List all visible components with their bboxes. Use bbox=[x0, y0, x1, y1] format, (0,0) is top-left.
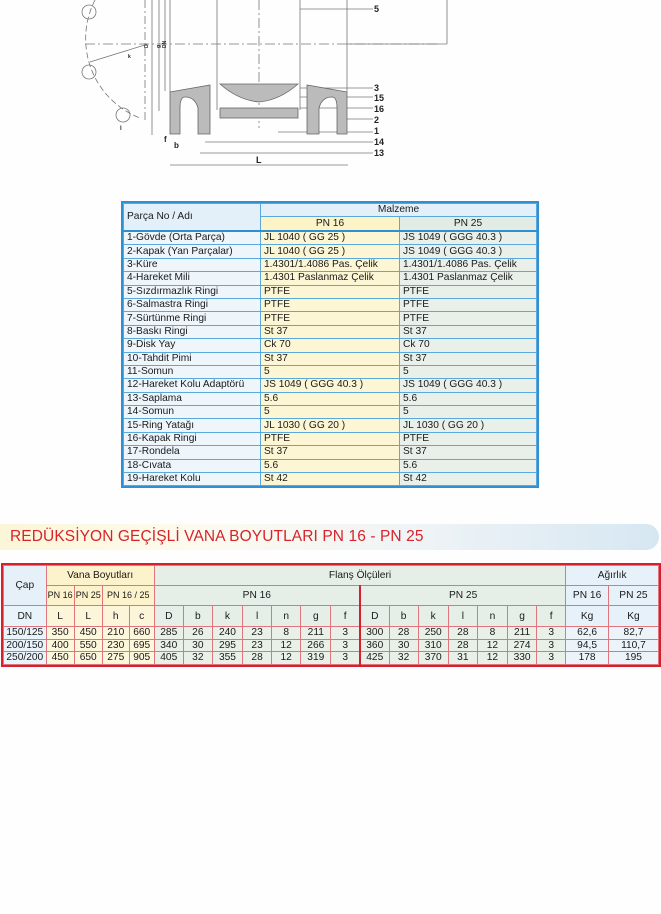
dim-label-l: l bbox=[120, 126, 122, 132]
column-header: l bbox=[243, 606, 272, 627]
column-header: b bbox=[389, 606, 418, 627]
pn25-material: 1.4301 Paslanmaz Çelik bbox=[400, 272, 537, 285]
value-cell: 3 bbox=[537, 639, 566, 652]
value-cell: 250 bbox=[418, 627, 448, 640]
pn25-material: JS 1049 ( GGG 40.3 ) bbox=[400, 379, 537, 392]
value-cell: 300 bbox=[360, 627, 389, 640]
value-cell: 12 bbox=[477, 652, 507, 665]
value-cell: 425 bbox=[360, 652, 389, 665]
value-cell: 695 bbox=[129, 639, 154, 652]
material-row bbox=[124, 298, 537, 311]
material-row bbox=[124, 325, 537, 338]
dimension-row bbox=[4, 652, 659, 665]
pn16-material: 1.4301/1.4086 Pas. Çelik bbox=[261, 258, 400, 271]
pn16-material: 5 bbox=[261, 365, 400, 378]
pn25-material: Ck 70 bbox=[400, 339, 537, 352]
pn25-material: PTFE bbox=[400, 312, 537, 325]
pn25-material: PTFE bbox=[400, 298, 537, 311]
part-name: 19-Hareket Kolu bbox=[124, 473, 261, 486]
part-label-3: 3 bbox=[374, 83, 380, 93]
value-cell: 330 bbox=[508, 652, 537, 665]
value-cell: 450 bbox=[46, 652, 74, 665]
dimension-row bbox=[4, 639, 659, 652]
material-row bbox=[124, 379, 537, 392]
value-cell: 28 bbox=[448, 627, 477, 640]
column-header: l bbox=[448, 606, 477, 627]
value-cell: 350 bbox=[46, 627, 74, 640]
header-vana-boyutlari: Vana Boyutları bbox=[46, 566, 154, 586]
dim-label-b: b bbox=[174, 141, 179, 150]
material-row bbox=[124, 392, 537, 405]
pn16-material: 5.6 bbox=[261, 392, 400, 405]
part-name: 7-Sürtünme Ringi bbox=[124, 312, 261, 325]
column-header: b bbox=[183, 606, 212, 627]
pn16-material: JL 1030 ( GG 20 ) bbox=[261, 419, 400, 432]
pn16-material: JL 1040 ( GG 25 ) bbox=[261, 245, 400, 258]
value-cell: 62,6 bbox=[566, 627, 609, 640]
part-name: 11-Somun bbox=[124, 365, 261, 378]
material-row bbox=[124, 419, 537, 432]
pn25-material: St 42 bbox=[400, 473, 537, 486]
pn16-material: PTFE bbox=[261, 285, 400, 298]
pn25-material: PTFE bbox=[400, 285, 537, 298]
dim-label-g: g bbox=[156, 44, 162, 48]
value-cell: 400 bbox=[46, 639, 74, 652]
value-cell: 240 bbox=[212, 627, 242, 640]
column-header-row bbox=[4, 606, 659, 627]
dn-cell: 200/150 bbox=[4, 639, 47, 652]
value-cell: 3 bbox=[331, 639, 360, 652]
material-row bbox=[124, 446, 537, 459]
material-row bbox=[124, 473, 537, 486]
part-name: 2-Kapak (Yan Parçalar) bbox=[124, 245, 261, 258]
header-vana-pn16-25: PN 16 / 25 bbox=[102, 586, 154, 606]
pn16-material: St 37 bbox=[261, 325, 400, 338]
pn25-material: 5.6 bbox=[400, 459, 537, 472]
dim-label-dn: DN bbox=[162, 40, 168, 48]
pn16-material: JS 1049 ( GGG 40.3 ) bbox=[261, 379, 400, 392]
value-cell: 340 bbox=[154, 639, 183, 652]
value-cell: 23 bbox=[243, 639, 272, 652]
pn25-material: St 37 bbox=[400, 446, 537, 459]
dimensions-table bbox=[1, 563, 661, 667]
material-row bbox=[124, 258, 537, 271]
part-name: 12-Hareket Kolu Adaptörü bbox=[124, 379, 261, 392]
part-name: 15-Ring Yatağı bbox=[124, 419, 261, 432]
part-name: 9-Disk Yay bbox=[124, 339, 261, 352]
pn16-material: 1.4301 Paslanmaz Çelik bbox=[261, 272, 400, 285]
pn25-material: 5 bbox=[400, 365, 537, 378]
column-header: D bbox=[360, 606, 389, 627]
value-cell: 275 bbox=[102, 652, 129, 665]
material-row bbox=[124, 245, 537, 258]
value-cell: 8 bbox=[477, 627, 507, 640]
pn25-material: 5 bbox=[400, 406, 537, 419]
header-vana-pn16: PN 16 bbox=[46, 586, 74, 606]
value-cell: 285 bbox=[154, 627, 183, 640]
value-cell: 211 bbox=[508, 627, 537, 640]
column-header: n bbox=[477, 606, 507, 627]
header-agirlik: Ağırlık bbox=[566, 566, 659, 586]
value-cell: 3 bbox=[331, 652, 360, 665]
value-cell: 319 bbox=[301, 652, 331, 665]
column-header: h bbox=[102, 606, 129, 627]
value-cell: 3 bbox=[537, 652, 566, 665]
value-cell: 12 bbox=[477, 639, 507, 652]
value-cell: 8 bbox=[272, 627, 301, 640]
section-title: REDÜKSİYON GEÇİŞLİ VANA BOYUTLARI PN 16 - PN 25 bbox=[10, 528, 424, 545]
value-cell: 178 bbox=[566, 652, 609, 665]
value-cell: 370 bbox=[418, 652, 448, 665]
dim-label-f: f bbox=[164, 135, 167, 144]
material-row bbox=[124, 339, 537, 352]
value-cell: 23 bbox=[243, 627, 272, 640]
value-cell: 110,7 bbox=[608, 639, 658, 652]
header-part: Parça No / Adı bbox=[124, 204, 261, 232]
dn-cell: 250/200 bbox=[4, 652, 47, 665]
column-header: Kg bbox=[566, 606, 609, 627]
material-row bbox=[124, 432, 537, 445]
part-label-15: 15 bbox=[374, 93, 385, 103]
pn25-material: JS 1049 ( GGG 40.3 ) bbox=[400, 231, 537, 245]
dn-cell: 150/125 bbox=[4, 627, 47, 640]
part-name: 18-Cıvata bbox=[124, 459, 261, 472]
dim-label-L: L bbox=[256, 155, 262, 165]
value-cell: 274 bbox=[508, 639, 537, 652]
part-label-1: 1 bbox=[374, 126, 380, 136]
value-cell: 12 bbox=[272, 652, 301, 665]
pn25-material: St 37 bbox=[400, 352, 537, 365]
part-label-16: 16 bbox=[374, 104, 385, 114]
value-cell: 3 bbox=[537, 627, 566, 640]
pn16-material: Ck 70 bbox=[261, 339, 400, 352]
value-cell: 266 bbox=[301, 639, 331, 652]
header-flans-pn25: PN 25 bbox=[360, 586, 566, 606]
materials-table bbox=[121, 201, 539, 488]
value-cell: 28 bbox=[389, 627, 418, 640]
material-row bbox=[124, 272, 537, 285]
part-name: 5-Sızdırmazlık Ringi bbox=[124, 285, 261, 298]
value-cell: 94,5 bbox=[566, 639, 609, 652]
column-header: g bbox=[301, 606, 331, 627]
material-row bbox=[124, 312, 537, 325]
material-row bbox=[124, 459, 537, 472]
pn16-material: PTFE bbox=[261, 312, 400, 325]
pn25-material: St 37 bbox=[400, 325, 537, 338]
pn16-material: St 42 bbox=[261, 473, 400, 486]
column-header: D bbox=[154, 606, 183, 627]
part-name: 14-Somun bbox=[124, 406, 261, 419]
part-name: 16-Kapak Ringi bbox=[124, 432, 261, 445]
value-cell: 31 bbox=[448, 652, 477, 665]
value-cell: 30 bbox=[183, 639, 212, 652]
pn16-material: St 37 bbox=[261, 352, 400, 365]
value-cell: 211 bbox=[301, 627, 331, 640]
column-header: L bbox=[74, 606, 102, 627]
part-name: 1-Gövde (Orta Parça) bbox=[124, 231, 261, 245]
column-header: f bbox=[331, 606, 360, 627]
dim-label-d: D bbox=[144, 44, 150, 48]
part-label-13: 13 bbox=[374, 148, 385, 158]
part-name: 10-Tahdit Pimi bbox=[124, 352, 261, 365]
value-cell: 32 bbox=[183, 652, 212, 665]
column-header: f bbox=[537, 606, 566, 627]
pn25-material: PTFE bbox=[400, 432, 537, 445]
value-cell: 650 bbox=[74, 652, 102, 665]
column-header: L bbox=[46, 606, 74, 627]
column-header: k bbox=[418, 606, 448, 627]
material-row bbox=[124, 406, 537, 419]
value-cell: 405 bbox=[154, 652, 183, 665]
pn25-material: 5.6 bbox=[400, 392, 537, 405]
pn16-material: PTFE bbox=[261, 432, 400, 445]
header-flans-olculeri: Flanş Ölçüleri bbox=[154, 566, 566, 586]
value-cell: 360 bbox=[360, 639, 389, 652]
value-cell: 3 bbox=[331, 627, 360, 640]
pn25-material: JL 1030 ( GG 20 ) bbox=[400, 419, 537, 432]
material-row bbox=[124, 285, 537, 298]
value-cell: 295 bbox=[212, 639, 242, 652]
value-cell: 660 bbox=[129, 627, 154, 640]
part-label-14: 14 bbox=[374, 137, 385, 147]
pn16-material: JL 1040 ( GG 25 ) bbox=[261, 231, 400, 245]
header-pn25: PN 25 bbox=[400, 217, 537, 231]
part-name: 3-Küre bbox=[124, 258, 261, 271]
header-vana-pn25: PN 25 bbox=[74, 586, 102, 606]
header-pn16: PN 16 bbox=[261, 217, 400, 231]
value-cell: 310 bbox=[418, 639, 448, 652]
value-cell: 82,7 bbox=[608, 627, 658, 640]
value-cell: 905 bbox=[129, 652, 154, 665]
dim-label-k: k bbox=[128, 54, 131, 60]
valve-cross-section-drawing bbox=[0, 0, 661, 180]
value-cell: 550 bbox=[74, 639, 102, 652]
part-label-5: 5 bbox=[374, 4, 380, 14]
part-name: 8-Baskı Ringi bbox=[124, 325, 261, 338]
header-material: Malzeme bbox=[261, 204, 537, 217]
dimension-row bbox=[4, 627, 659, 640]
part-label-2: 2 bbox=[374, 115, 380, 125]
value-cell: 355 bbox=[212, 652, 242, 665]
material-row bbox=[124, 352, 537, 365]
value-cell: 450 bbox=[74, 627, 102, 640]
part-name: 6-Salmastra Ringi bbox=[124, 298, 261, 311]
header-agir-pn16: PN 16 bbox=[566, 586, 609, 606]
value-cell: 32 bbox=[389, 652, 418, 665]
pn25-material: JS 1049 ( GGG 40.3 ) bbox=[400, 245, 537, 258]
header-agir-pn25: PN 25 bbox=[608, 586, 658, 606]
pn16-material: PTFE bbox=[261, 298, 400, 311]
pn25-material: 1.4301/1.4086 Pas. Çelik bbox=[400, 258, 537, 271]
pn16-material: 5 bbox=[261, 406, 400, 419]
column-header: Kg bbox=[608, 606, 658, 627]
value-cell: 26 bbox=[183, 627, 212, 640]
part-name: 17-Rondela bbox=[124, 446, 261, 459]
part-name: 4-Hareket Mili bbox=[124, 272, 261, 285]
value-cell: 230 bbox=[102, 639, 129, 652]
pn16-material: 5.6 bbox=[261, 459, 400, 472]
section-title-bar bbox=[0, 524, 659, 550]
value-cell: 28 bbox=[243, 652, 272, 665]
material-row bbox=[124, 365, 537, 378]
value-cell: 28 bbox=[448, 639, 477, 652]
part-name: 13-Saplama bbox=[124, 392, 261, 405]
column-header: g bbox=[508, 606, 537, 627]
header-flans-pn16: PN 16 bbox=[154, 586, 360, 606]
value-cell: 210 bbox=[102, 627, 129, 640]
value-cell: 30 bbox=[389, 639, 418, 652]
value-cell: 12 bbox=[272, 639, 301, 652]
column-header: n bbox=[272, 606, 301, 627]
header-cap: Çap bbox=[4, 566, 47, 606]
pn16-material: St 37 bbox=[261, 446, 400, 459]
column-header: c bbox=[129, 606, 154, 627]
value-cell: 195 bbox=[608, 652, 658, 665]
material-row bbox=[124, 231, 537, 245]
column-header: DN bbox=[4, 606, 47, 627]
column-header: k bbox=[212, 606, 242, 627]
